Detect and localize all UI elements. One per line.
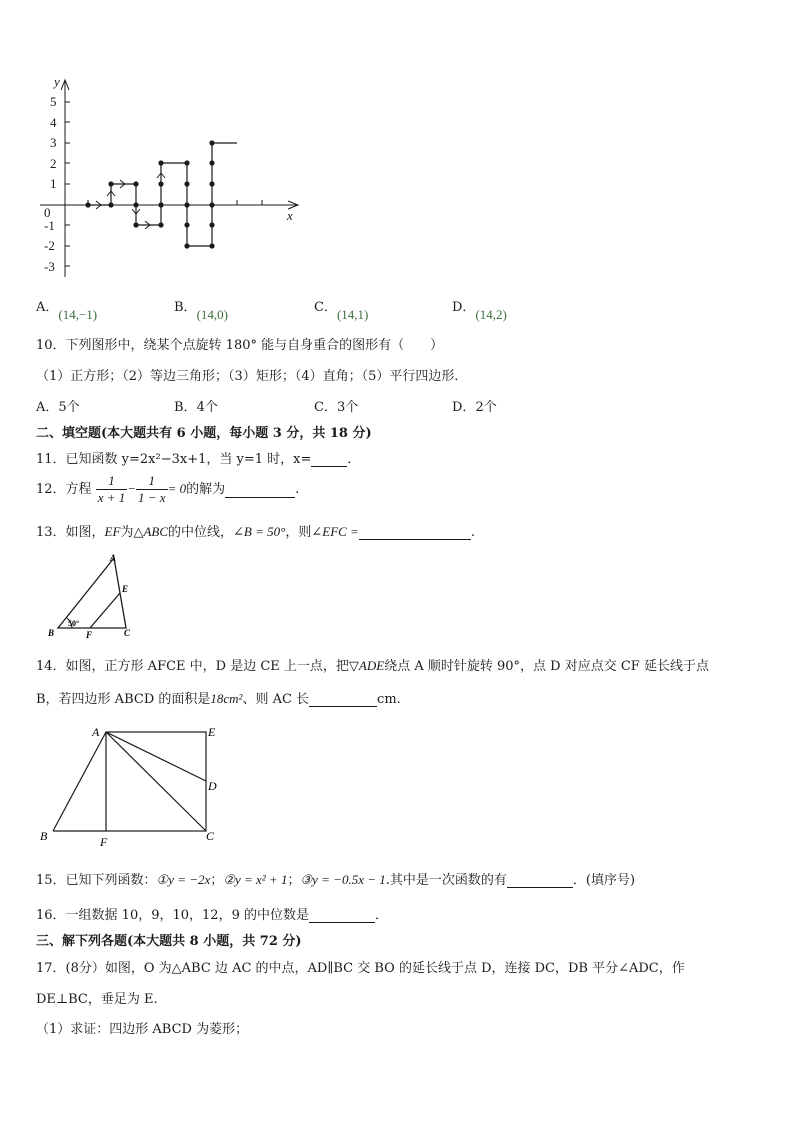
path-arrows	[96, 173, 165, 229]
q14-line2: B，若四边形 ABCD 的面积是18cm²、则 AC 长 cm.	[36, 691, 401, 707]
y-tick-label: 2	[50, 156, 57, 171]
square-figure-q14	[36, 722, 236, 848]
q10-items: （1）正方形；（2）等边三角形；（3）矩形；（4）直角；（5）平行四边形．	[36, 369, 468, 384]
svg-text:E: E	[208, 725, 216, 739]
y-axis-label: y	[54, 74, 60, 89]
q9-option-c: C．(14,1)	[314, 300, 369, 322]
svg-text:F: F	[100, 835, 108, 848]
coordinate-graph	[30, 72, 310, 287]
q10-stem: 10．下列图形中，绕某个点旋转 180° 能与自身重合的图形有（ ）	[36, 338, 444, 353]
svg-text:A: A	[110, 553, 117, 563]
q16: 16．一组数据 10，9，10，12，9 的中位数是 ．	[36, 908, 388, 923]
svg-text:50°: 50°	[68, 619, 80, 628]
q15-answer-blank[interactable]	[507, 873, 573, 888]
q9-option-d: D．(14,2)	[452, 300, 507, 322]
q12: 12．方程 $\frac{1}{x + 1}$ − $\frac{1}{1 - x}$ = 0的解为 .	[36, 473, 300, 505]
q10-option-b: B．4个	[174, 400, 218, 415]
q14-answer-blank[interactable]	[309, 692, 377, 707]
y-tick-label: 5	[50, 94, 57, 109]
svg-text:E: E	[122, 584, 129, 594]
y-tick-label: 1	[50, 176, 57, 191]
triangle-figure-q13	[44, 552, 144, 642]
q10-option-a: A．5个	[36, 400, 80, 415]
q11: 11．已知函数 y=2x²−3x+1，当 y=1 时，x= ．	[36, 452, 361, 467]
q12-answer-blank[interactable]	[225, 483, 295, 498]
q13-answer-blank[interactable]	[359, 525, 471, 540]
q12-fraction-1: $\frac{1}{x + 1}$	[97, 473, 126, 505]
q10-option-d: D．2个	[452, 400, 497, 415]
q17-line2: DE⊥BC，垂足为 E.	[36, 992, 158, 1007]
svg-text:D: D	[208, 779, 217, 793]
section-heading-fill-in: 二、填空题(本大题共有 6 小题，每小题 3 分，共 18 分)	[36, 426, 372, 441]
q13: 13．如图，EF为△ABC的中位线，∠B = 50°，则∠EFC = .	[36, 524, 475, 540]
q17-part1: （1）求证：四边形 ABCD 为菱形；	[36, 1022, 249, 1037]
y-tick-label: 3	[50, 135, 57, 150]
q9-option-a: A．(14,−1)	[36, 300, 98, 322]
svg-text:B: B	[40, 829, 48, 843]
y-tick-label: -2	[44, 238, 55, 253]
q15: 15．已知下列函数：①y = −2x；②y = x² + 1；③y = −0.5x − 1.其中是一次函数的有 ．(填序号)	[36, 872, 636, 888]
section-heading-solve: 三、解下列各题(本大题共 8 小题，共 72 分)	[36, 934, 302, 949]
svg-text:B: B	[48, 628, 55, 638]
svg-text:A: A	[92, 725, 100, 739]
svg-text:C: C	[124, 628, 131, 638]
y-tick-label: -1	[44, 218, 55, 233]
y-tick-label: 4	[50, 115, 57, 130]
svg-text:F: F	[86, 630, 93, 640]
q10-option-c: C．3个	[314, 400, 359, 415]
q12-fraction-2: $\frac{1}{1 - x}$	[138, 473, 166, 505]
q11-answer-blank[interactable]	[311, 452, 347, 467]
y-tick-label: -3	[44, 259, 55, 274]
x-axis-label: x	[287, 208, 293, 223]
q16-answer-blank[interactable]	[309, 908, 375, 923]
q17-line1: 17．(8分）如图，O 为△ABC 边 AC 的中点，AD∥BC 交 BO 的延长线于点 D，连接 DC，DB 平分∠ADC，作	[36, 961, 685, 976]
origin-label: 0	[44, 205, 51, 220]
q14-line1: 14．如图，正方形 AFCE 中，D 是边 CE 上一点，把▽ADE绕点 A 顺时针旋转 90°，点 D 对应点交 CF 延长线于点	[36, 658, 709, 674]
lattice-points	[85, 140, 214, 248]
q9-option-b: B．(14,0)	[174, 300, 228, 322]
svg-text:C: C	[206, 829, 215, 843]
zigzag-path	[88, 143, 237, 246]
